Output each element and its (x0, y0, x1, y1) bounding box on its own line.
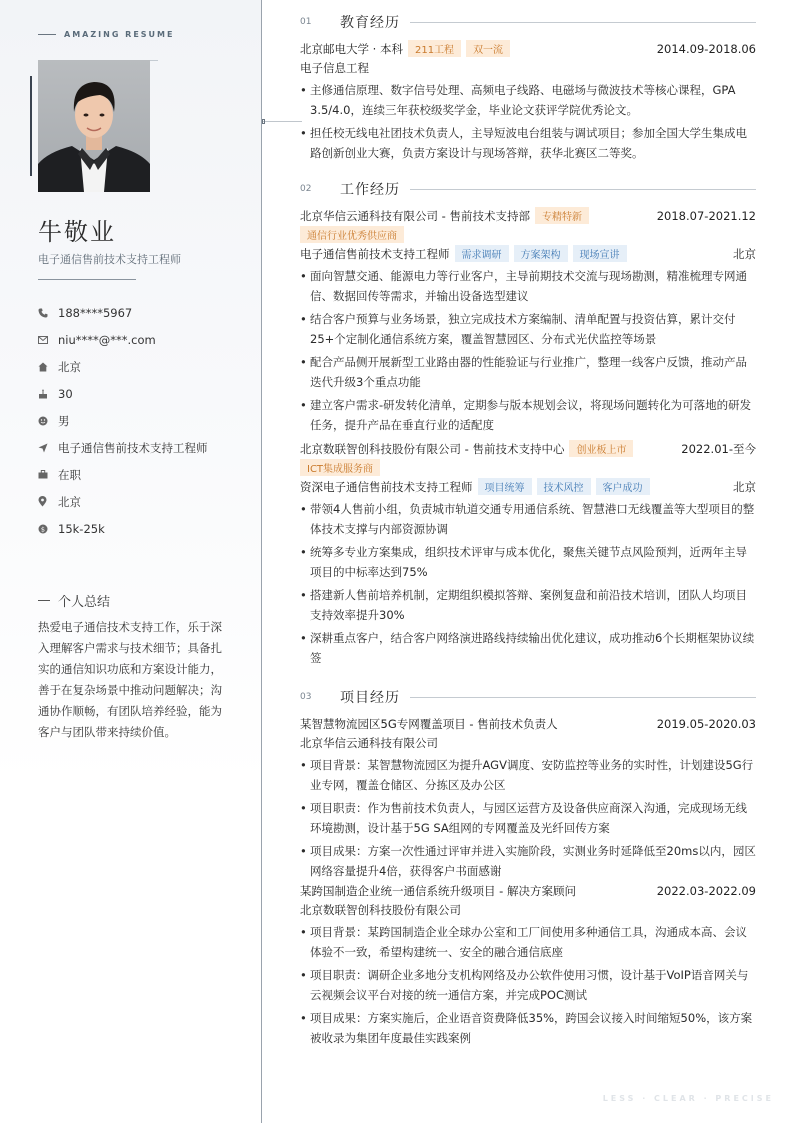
work-num: 02 (300, 184, 312, 194)
project-name: 某跨国制造企业统一通信系统升级项目 - 解决方案顾问 (300, 883, 576, 898)
contact-salary (38, 515, 208, 542)
list-item: • 建立客户需求-研发转化清单，定期参与版本规划会议，将现场问题转化为可落地的研发任务，提升产品在垂直行业的适配度 (300, 395, 756, 435)
salary-icon (38, 524, 58, 534)
svg-text:$: $ (40, 524, 46, 533)
list-item: • 项目背景：某跨国制造企业全球办公室和工厂间使用多种通信工具，沟通成本高、会议体验不一致，希望构建统一、安全的融合通信底座 (300, 922, 756, 962)
work-entry-1 (300, 206, 756, 437)
school-name: 北京邮电大学 · 本科 (300, 41, 403, 56)
list-item: • 项目成果：方案一次性通过评审并进入实施阶段，实测业务时延降低至20ms以内，园区网络容量提升4倍，获得客户书面感谢 (300, 841, 756, 881)
brand-label: AMAZING RESUME (64, 30, 175, 39)
summary-dash (38, 600, 50, 601)
location-icon (38, 496, 58, 507)
contact-location (38, 488, 208, 515)
list-item: • 项目背景：某智慧物流园区为提升AGV调度、安防监控等业务的实时性，计划建设5G行业专网，覆盖仓储区、分拣区及办公区 (300, 755, 756, 795)
contact-gender-text: 男 (58, 413, 70, 428)
project-entry-2 (300, 881, 756, 1050)
list-item: • 深耕重点客户，结合客户网络演进路线持续输出优化建议，成功推动6个长期框架协议续签 (300, 628, 756, 668)
home-icon (38, 362, 58, 372)
education-num: 01 (300, 17, 312, 27)
bullet-text: 带领4人售前小组，负责城市轨道交通专用通信系统、智慧港口无线覆盖等大型项目的整体技术支撑与内部资源协调 (310, 502, 755, 536)
contact-email-text: niu****@***.com (58, 332, 156, 347)
project-name: 某智慧物流园区5G专网覆盖项目 - 售前技术负责人 (300, 716, 558, 731)
contact-target-job-text: 电子通信售前技术支持工程师 (58, 440, 208, 455)
list-item: • 结合客户预算与业务场景，独立完成技术方案编制、清单配置与投资估算，累计交付25+个定制化通信系统方案，覆盖智慧园区、分布式光伏监控等场景 (300, 309, 756, 349)
bullet-text: 主修通信原理、数字信号处理、高频电子线路、电磁场与微波技术等核心课程，GPA 3.5/4.0，连续三年获校级奖学金，毕业论文获评学院优秀论文。 (310, 83, 736, 117)
list-item: • 项目成果：方案实施后，企业语音资费降低35%，跨国会议接入时间缩短50%，该方案被收录为集团年度最佳实践案例 (300, 1008, 756, 1048)
projects-num: 03 (300, 692, 312, 702)
list-item: • 搭建新人售前培养机制，定期组织模拟答辩、案例复盘和前沿技术培训，团队人均项目支持效率提升30% (300, 585, 756, 625)
bullet-text: 项目职责：作为售前技术负责人，与园区运营方及设备供应商深入沟通，完成现场无线环境勘测，设计基于5G SA组网的专网覆盖及光纤回传方案 (310, 801, 747, 835)
bullet-text: 统筹多专业方案集成，组织技术评审与成本优化，聚焦关键节点风险预判，近两年主导项目的中标率达到75% (310, 545, 747, 579)
projects-heading (300, 687, 756, 707)
contact-location-text: 北京 (58, 494, 81, 509)
contact-phone-text: 188****5967 (58, 305, 133, 320)
skill-tag: 客户成功 (596, 478, 650, 495)
sidebar (0, 0, 262, 1123)
title-divider (38, 279, 136, 280)
list-item: • 主修通信原理、数字信号处理、高频电子线路、电磁场与微波技术等核心课程，GPA 3.5/4.0，连续三年获校级奖学金，毕业论文获评学院优秀论文。 (300, 80, 756, 120)
main-content (262, 0, 794, 1123)
contact-email (38, 326, 208, 353)
contact-status (38, 461, 208, 488)
project-org: 北京华信云通科技有限公司 (300, 735, 438, 750)
project-org: 北京数联智创科技股份有限公司 (300, 902, 461, 917)
bullet-text: 配合产品侧开展新型工业路由器的性能验证与行业推广，整理一线客户反馈，推动产品迭代升级3个重点功能 (310, 355, 747, 389)
contact-phone (38, 299, 208, 326)
contact-salary-text: 15k-25k (58, 521, 105, 536)
skill-tag: 需求调研 (455, 245, 509, 262)
list-item: • 配合产品侧开展新型工业路由器的性能验证与行业推广，整理一线客户反馈，推动产品迭代升级3个重点功能 (300, 352, 756, 392)
work-entry-2 (300, 439, 756, 670)
cake-icon (38, 389, 58, 399)
briefcase-icon (38, 470, 58, 479)
project-period: 2022.03-2022.09 (656, 883, 756, 898)
education-title: 教育经历 (340, 15, 400, 31)
company-name: 北京华信云通科技有限公司 - 售前技术支持部 (300, 208, 530, 223)
summary-title: 个人总结 (58, 595, 111, 610)
list-item: • 项目职责：调研企业多地分支机构网络及办公软件使用习惯，设计基于VoIP语音网关与云视频会议平台对接的统一通信方案，并完成POC测试 (300, 965, 756, 1005)
bullet-text: 结合客户预算与业务场景，独立完成技术方案编制、清单配置与投资估算，累计交付25+个定制化通信系统方案，覆盖智慧园区、分布式光伏监控等场景 (310, 312, 736, 346)
list-item: • 统筹多专业方案集成，组织技术评审与成本优化，聚焦关键节点风险预判，近两年主导项目的中标率达到75% (300, 542, 756, 582)
education-period: 2014.09-2018.06 (656, 41, 756, 56)
school-tag: 211工程 (408, 40, 461, 57)
bullet-text: 项目背景：某跨国制造企业全球办公室和工厂间使用多种通信工具，沟通成本高、会议体验不一致，希望构建统一、安全的融合通信底座 (310, 925, 747, 959)
bullet-text: 项目背景：某智慧物流园区为提升AGV调度、安防监控等业务的实时性，计划建设5G行业专网，覆盖仓储区、分拣区及办公区 (310, 758, 754, 792)
send-icon (38, 443, 58, 453)
bullet-text: 搭建新人售前培养机制，定期组织模拟答辩、案例复盘和前沿技术培训，团队人均项目支持效率提升30% (310, 588, 747, 622)
avatar (38, 60, 150, 192)
brand-dash (38, 34, 56, 35)
skill-tag: 现场宣讲 (573, 245, 627, 262)
role-name: 资深电子通信售前技术支持工程师 (300, 479, 473, 494)
list-item: • 带领4人售前小组，负责城市轨道交通专用通信系统、智慧港口无线覆盖等大型项目的整体技术支撑与内部资源协调 (300, 499, 756, 539)
summary-text: 热爱电子通信技术支持工作，乐于深入理解客户需求与技术细节；具备扎实的通信知识功底和方案设计能力，善于在复杂场景中推动问题解决；沟通协作顺畅，有团队培养经验，能为客户与团队带来持续价值。 (38, 620, 222, 739)
work-title: 工作经历 (340, 182, 400, 198)
company-tag: 专精特新 (535, 207, 589, 224)
phone-icon (38, 308, 58, 318)
education-heading (300, 12, 756, 32)
contact-status-text: 在职 (58, 467, 81, 482)
work-period: 2022.01-至今 (681, 441, 756, 456)
bullet-text: 深耕重点客户，结合客户网络演进路线持续输出优化建议，成功推动6个长期框架协议续签 (310, 631, 755, 665)
company-tag: 创业板上市 (569, 440, 633, 457)
work-heading (300, 179, 756, 199)
bullet-text: 建立客户需求-研发转化清单，定期参与版本规划会议，将现场问题转化为可落地的研发任务，提升产品在垂直行业的适配度 (310, 398, 752, 432)
project-period: 2019.05-2020.03 (656, 716, 756, 731)
work-period: 2018.07-2021.12 (656, 208, 756, 223)
company-tag: ICT集成服务商 (300, 459, 380, 476)
school-tag: 双一流 (466, 40, 510, 57)
avatar-photo (38, 60, 150, 192)
photo-accent-bar (30, 76, 32, 176)
bullet-text: 面向智慧交通、能源电力等行业客户，主导前期技术交流与现场勘测，精准梳理专网通信、数据回传等需求，并输出设备选型建议 (310, 269, 747, 303)
mail-icon (38, 336, 58, 344)
projects-title: 项目经历 (340, 690, 400, 706)
education-major: 电子信息工程 (300, 60, 369, 75)
footer-watermark: LESS · CLEAR · PRECISE (602, 1094, 774, 1103)
summary-heading (38, 591, 110, 610)
contact-age-text: 30 (58, 386, 73, 401)
role-name: 电子通信售前技术支持工程师 (300, 246, 450, 261)
project-entry-1 (300, 714, 756, 883)
skill-tag: 技术风控 (537, 478, 591, 495)
company-name: 北京数联智创科技股份有限公司 - 售前技术支持中心 (300, 441, 565, 456)
brand (38, 30, 174, 39)
bullet-text: 担任校无线电社团技术负责人，主导短波电台组装与调试项目；参加全国大学生集成电路创新创业大赛，负责方案设计与现场答辩，获华北赛区二等奖。 (310, 126, 747, 160)
work-city: 北京 (733, 479, 756, 494)
contact-list (38, 299, 208, 542)
list-item: • 项目职责：作为售前技术负责人，与园区运营方及设备供应商深入沟通，完成现场无线环境勘测，设计基于5G SA组网的专网覆盖及光纤回传方案 (300, 798, 756, 838)
face-icon (38, 416, 58, 426)
work-city: 北京 (733, 246, 756, 261)
contact-home-text: 北京 (58, 359, 81, 374)
candidate-title: 电子通信售前技术支持工程师 (38, 253, 181, 266)
section-rule (410, 22, 756, 23)
skill-tag: 项目统筹 (478, 478, 532, 495)
contact-home (38, 353, 208, 380)
list-item: • 担任校无线电社团技术负责人，主导短波电台组装与调试项目；参加全国大学生集成电路创新创业大赛，负责方案设计与现场答辩，获华北赛区二等奖。 (300, 123, 756, 163)
education-entry (300, 39, 756, 165)
contact-age (38, 380, 208, 407)
company-tag: 通信行业优秀供应商 (300, 226, 404, 243)
bullet-text: 项目成果：方案一次性通过评审并进入实施阶段，实测业务时延降低至20ms以内，园区网络容量提升4倍，获得客户书面感谢 (310, 844, 756, 878)
skill-tag: 方案架构 (514, 245, 568, 262)
list-item: • 面向智慧交通、能源电力等行业客户，主导前期技术交流与现场勘测，精准梳理专网通信、数据回传等需求，并输出设备选型建议 (300, 266, 756, 306)
bullet-text: 项目成果：方案实施后，企业语音资费降低35%，跨国会议接入时间缩短50%，该方案被收录为集团年度最佳实践案例 (310, 1011, 753, 1045)
candidate-name: 牛敬业 (38, 218, 116, 246)
section-rule (410, 697, 756, 698)
contact-gender (38, 407, 208, 434)
contact-target-job (38, 434, 208, 461)
bullet-text: 项目职责：调研企业多地分支机构网络及办公软件使用习惯，设计基于VoIP语音网关与云视频会议平台对接的统一通信方案，并完成POC测试 (310, 968, 749, 1002)
section-rule (410, 189, 756, 190)
